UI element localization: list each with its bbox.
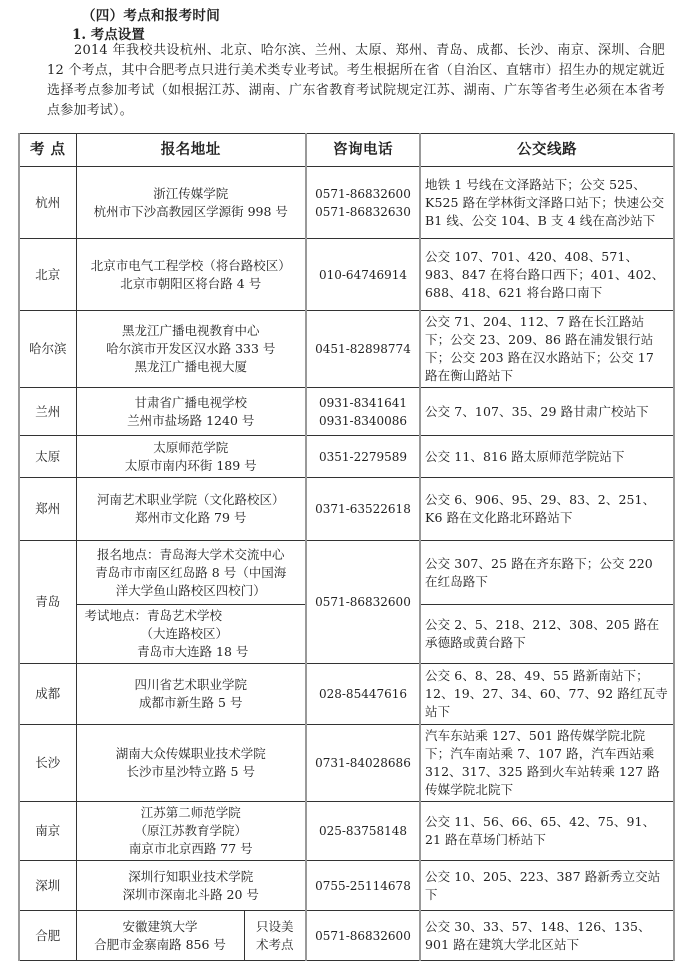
address-line: 湖南大众传媒职业技术学院 — [115, 746, 266, 761]
address-line: 河南艺术职业学院（文化路校区） — [96, 492, 285, 507]
address-line: 四川省艺术职业学院 — [134, 677, 247, 692]
phone-cell — [306, 311, 420, 388]
phone-cell — [306, 167, 420, 239]
city-cell: 青岛 — [19, 541, 76, 664]
table-header-row — [19, 134, 674, 167]
phone-number: 0571-86832600 — [315, 186, 411, 201]
address-line: 洋大学鱼山路校区四校门） — [115, 582, 266, 598]
address-line: 太原市南内环街 189 号 — [124, 457, 257, 473]
address-cell — [76, 605, 306, 664]
address-line: 成都市新生路 5 号 — [139, 695, 243, 710]
city-cell: 北京 — [19, 239, 76, 311]
phone-number: 0731-84028686 — [315, 756, 411, 770]
bus-cell: 公交 6、8、28、49、55 路新南站下；12、19、27、34、60、77、92 路红瓦寺站下 — [420, 664, 674, 725]
address-line: （大连路校区） — [140, 626, 229, 641]
sub-heading: 1. 考点设置 — [72, 27, 145, 43]
header-site: 考 点 — [19, 134, 76, 167]
address-line: 青岛市大连路 18 号 — [137, 644, 249, 659]
city-cell: 太原 — [19, 436, 76, 478]
phone-cell — [306, 541, 420, 664]
address-line: 杭州市下沙高教园区学源街 998 号 — [93, 203, 288, 219]
city-cell: 哈尔滨 — [19, 311, 76, 388]
address-cell — [76, 239, 306, 311]
address-line: 青岛市市南区红岛路 8 号（中国海 — [95, 564, 287, 580]
header-bus: 公交线路 — [420, 134, 674, 167]
table-row — [19, 725, 674, 802]
phone-number: 0755-25114678 — [315, 878, 411, 893]
bus-cell: 公交 307、25 路在齐东路下；公交 220 在红岛路下 — [420, 541, 674, 605]
city-cell: 南京 — [19, 802, 76, 861]
phone-cell — [306, 478, 420, 541]
address-line: 太原师范学院 — [153, 439, 229, 455]
phone-number: 0571-86832630 — [315, 204, 411, 219]
address-cell — [76, 388, 306, 436]
bus-cell: 公交 71、204、112、7 路在长江路站下；公交 23、209、86 路在浦发银行站下；公交 203 路在汉水路站下；公交 17 路在衡山路站下 — [420, 311, 674, 388]
phone-number: 0371-63522618 — [315, 502, 411, 516]
address-line: 合肥市金寨南路 856 号 — [94, 936, 226, 952]
table-row — [19, 167, 674, 239]
note-line: 只设美 — [255, 918, 294, 934]
table-row — [19, 478, 674, 541]
note-cell — [244, 911, 306, 961]
bus-cell: 公交 2、5、218、212、308、205 路在承德路或黄台路下 — [420, 605, 674, 664]
phone-number: 0931-8341641 — [318, 395, 408, 410]
address-line: 长沙市星沙特立路 5 号 — [126, 764, 255, 779]
address-cell — [76, 802, 306, 861]
city-cell: 长沙 — [19, 725, 76, 802]
address-line: 深圳市深南北斗路 20 号 — [122, 886, 259, 902]
address-line: 南京市北京西路 77 号 — [128, 841, 253, 856]
bus-cell: 公交 11、816 路太原师范学院站下 — [420, 436, 674, 478]
table-row — [19, 541, 674, 605]
phone-number: 0571-86832600 — [315, 595, 411, 609]
table-row — [19, 311, 674, 388]
address-line: 报名地点：青岛海大学术交流中心 — [96, 546, 285, 562]
address-line: 浙江传媒学院 — [153, 185, 229, 201]
city-cell: 成都 — [19, 664, 76, 725]
table-row — [19, 861, 674, 911]
bus-cell: 地铁 1 号线在文泽路站下；公交 525、K525 路在学林街文泽路口站下；快速公交 B1 线、公交 104、B 支 4 线在高沙站下 — [420, 167, 674, 239]
header-phone: 咨询电话 — [306, 134, 420, 167]
table-row — [19, 911, 674, 961]
address-line: 考试地点：青岛艺术学校 — [84, 608, 223, 623]
address-cell — [76, 311, 306, 388]
address-line: 郑州市文化路 79 号 — [135, 510, 247, 525]
address-line: 哈尔滨市开发区汉水路 333 号 — [106, 341, 276, 356]
phone-number: 010-64746914 — [318, 267, 408, 282]
city-cell: 合肥 — [19, 911, 76, 961]
address-cell — [76, 167, 306, 239]
bus-cell: 汽车东站乘 127、501 路传媒学院北院下；汽车南站乘 7、107 路，汽车西站乘 312、317、325 路到火车站转乘 127 路传媒学院北院下 — [420, 725, 674, 802]
bus-cell: 公交 6、906、95、29、83、2、251、K6 路在文化路北环路站下 — [420, 478, 674, 541]
phone-cell — [306, 802, 420, 861]
table-row — [19, 802, 674, 861]
bus-cell: 公交 7、107、35、29 路甘肃广校站下 — [420, 388, 674, 436]
phone-cell — [306, 388, 420, 436]
city-cell: 杭州 — [19, 167, 76, 239]
phone-number: 0351-2279589 — [318, 449, 408, 464]
phone-number: 025-83758148 — [318, 824, 408, 838]
phone-number: 028-85447616 — [318, 687, 408, 701]
table-row — [19, 664, 674, 725]
header-address: 报名地址 — [76, 134, 306, 167]
phone-cell — [306, 861, 420, 911]
address-cell — [76, 725, 306, 802]
bus-cell: 公交 11、56、66、65、42、75、91、21 路在草场门桥站下 — [420, 802, 674, 861]
address-line: 北京市朝阳区将台路 4 号 — [120, 275, 262, 291]
exam-sites-table — [18, 133, 675, 961]
address-line: 江苏第二师范学院 — [140, 805, 241, 820]
city-cell: 郑州 — [19, 478, 76, 541]
phone-cell — [306, 436, 420, 478]
phone-number: 0451-82898774 — [315, 342, 411, 356]
phone-cell — [306, 911, 420, 961]
bus-cell: 公交 107、701、420、408、571、983、847 在将台路口西下；401、402、688、418、621 将台路口南下 — [420, 239, 674, 311]
address-line: 安徽建筑大学 — [122, 918, 198, 934]
note-line: 术考点 — [255, 936, 294, 952]
address-line: （原江苏教育学院） — [134, 823, 247, 838]
address-cell — [76, 911, 244, 961]
intro-paragraph: 2014 年我校共设杭州、北京、哈尔滨、兰州、太原、郑州、青岛、成都、长沙、南京、深圳、合肥 12 个考点，其中合肥考点只进行美术类专业考试。考生根据所在省（自治区、直辖市）招生办的规定就近选择考点参加考试（如根据江苏、湖南、广东省教育考试院规定江苏、湖南、广东等省考生必须在本省考点参加考试）。 — [47, 43, 665, 118]
city-cell: 深圳 — [19, 861, 76, 911]
address-cell — [76, 861, 306, 911]
address-cell — [76, 478, 306, 541]
table-row — [19, 239, 674, 311]
phone-number: 0931-8340086 — [318, 413, 408, 428]
bus-cell: 公交 10、205、223、387 路新秀立交站下 — [420, 861, 674, 911]
phone-cell — [306, 725, 420, 802]
address-line: 深圳行知职业技术学院 — [128, 868, 254, 884]
address-line: 黑龙江广播电视教育中心 — [121, 323, 260, 338]
address-line: 兰州市盐场路 1240 号 — [127, 412, 255, 428]
section-heading: （四）考点和报考时间 — [82, 8, 220, 24]
address-line: 黑龙江广播电视大厦 — [134, 359, 247, 374]
address-cell — [76, 541, 306, 605]
address-line: 北京市电气工程学校（将台路校区） — [90, 257, 291, 273]
address-cell — [76, 436, 306, 478]
table-row — [19, 436, 674, 478]
phone-number: 0571-86832600 — [315, 928, 411, 943]
address-cell — [76, 664, 306, 725]
address-line: 甘肃省广播电视学校 — [134, 394, 247, 410]
phone-cell — [306, 664, 420, 725]
city-cell: 兰州 — [19, 388, 76, 436]
bus-cell: 公交 30、33、57、148、126、135、901 路在建筑大学北区站下 — [420, 911, 674, 961]
table-row — [19, 388, 674, 436]
phone-cell — [306, 239, 420, 311]
